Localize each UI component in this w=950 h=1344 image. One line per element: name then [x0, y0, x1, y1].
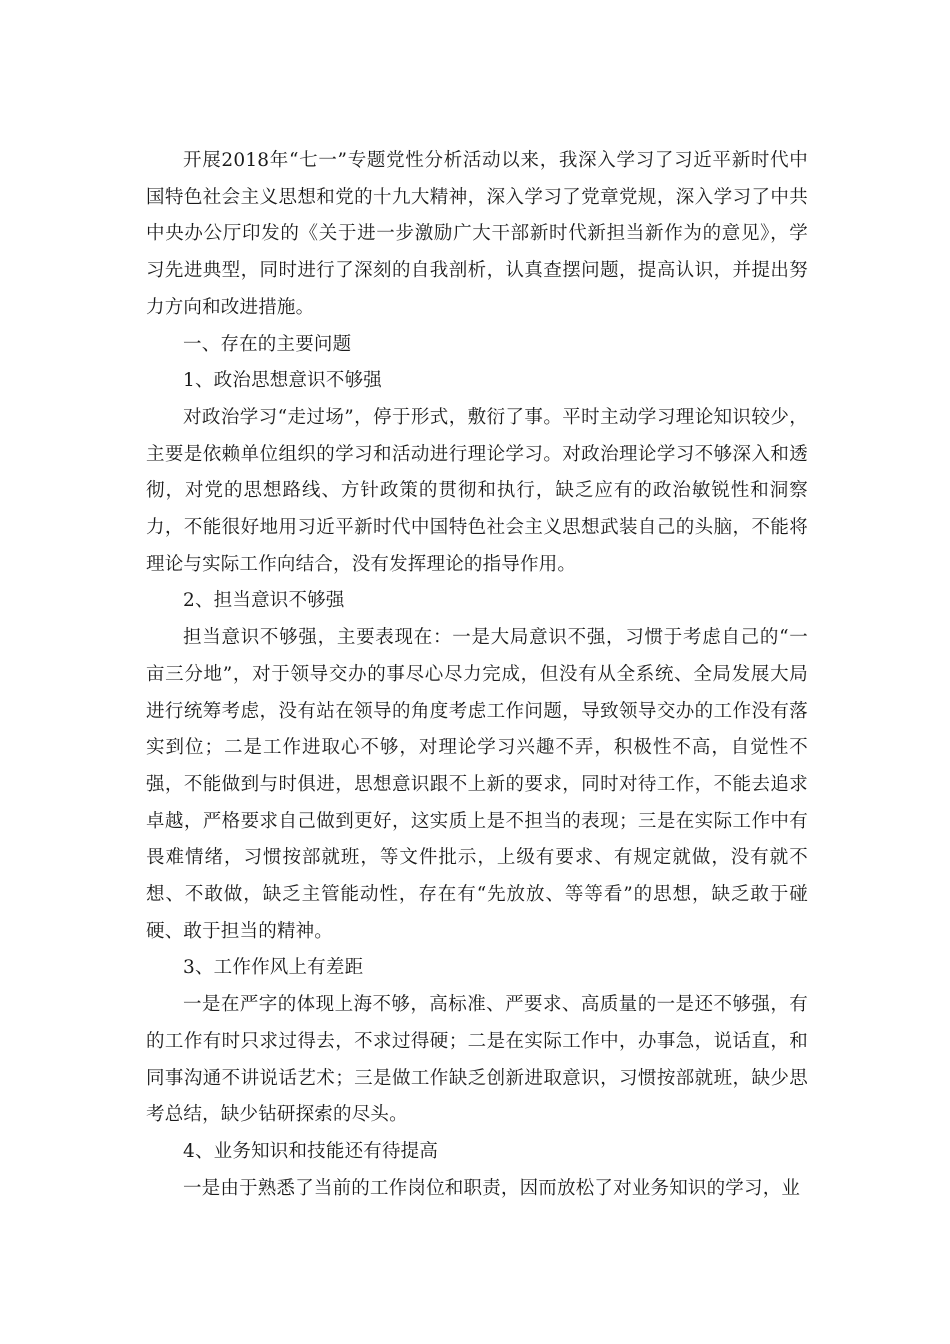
item-body-2: 担当意识不够强，主要表现在：一是大局意识不强，习惯于考虑自己的“一亩三分地”，对于领导交办的事尽心尽力完成，但没有从全系统、全局发展大局进行统筹考虑，没有站在领导的角度考虑工作问题，导致领导交办的工作没有落实到位；二是工作进取心不够，对理论学习兴趣不弄，积极性不高，自觉性不强，不能做到与时俱进，思想意识跟不上新的要求，同时对待工作，不能去追求卓越，严格要求自己做到更好，这实质上是不担当的表现；三是在实际工作中有畏难情绪，习惯按部就班，等文件批示，上级有要求、有规定就做，没有就不想、不敢做，缺乏主管能动性，存在有“先放放、等等看”的思想，缺乏敢于碰硬、敢于担当的精神。 [146, 627, 808, 942]
item-heading-2: 2、担当意识不够强 [183, 590, 345, 612]
item-heading-4: 4、业务知识和技能还有待提高 [183, 1140, 439, 1162]
document-page [146, 143, 808, 1207]
item-body-3: 一是在严字的体现上海不够，高标准、严要求、高质量的一是还不够强，有的工作有时只求过得去，不求过得硬；二是在实际工作中，办事急，说话直，和同事沟通不讲说话艺术；三是做工作缺乏创新进取意识，习惯按部就班，缺少思考总结，缺少钻研探索的尽头。 [146, 994, 808, 1126]
intro-paragraph: 开展2018年“七一”专题党性分析活动以来，我深入学习了习近平新时代中国特色社会主义思想和党的十九大精神，深入学习了党章党规，深入学习了中共中央办公厅印发的《关于进一步激励广大干部新时代新担当新作为的意见》，学习先进典型，同时进行了深刻的自我剖析，认真查摆问题，提高认识，并提出努力方向和改进措施。 [146, 150, 808, 318]
item-body-4: 一是由于熟悉了当前的工作岗位和职责，因而放松了对业务知识的学习，业 [183, 1177, 801, 1199]
item-heading-3: 3、工作作风上有差距 [183, 957, 364, 979]
item-body-1: 对政治学习“走过场”，停于形式，敷衍了事。平时主动学习理论知识较少，主要是依赖单位组织的学习和活动进行理论学习。对政治理论学习不够深入和透彻，对党的思想路线、方针政策的贯彻和执行，缺乏应有的政治敏锐性和洞察力，不能很好地用习近平新时代中国特色社会主义思想武装自己的头脑，不能将理论与实际工作向结合，没有发挥理论的指导作用。 [146, 406, 808, 575]
item-heading-1: 1、政治思想意识不够强 [183, 370, 382, 392]
section-heading-main-problems: 一、存在的主要问题 [183, 333, 352, 355]
